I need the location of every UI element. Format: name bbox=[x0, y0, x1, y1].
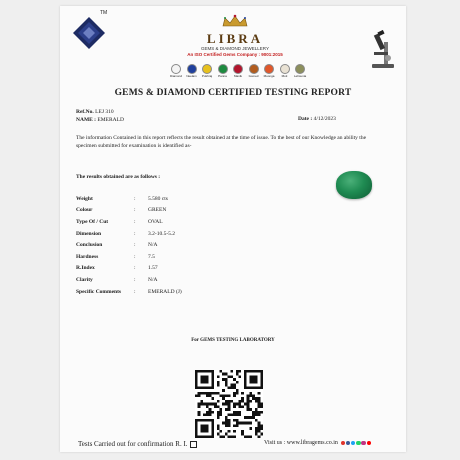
website-text: Visit us : www.libragems.co.in bbox=[264, 440, 338, 446]
result-row bbox=[76, 286, 268, 298]
gemstone-item bbox=[294, 64, 306, 78]
social-media-icon[interactable] bbox=[351, 441, 356, 446]
gemstone-label: Moonga bbox=[263, 74, 275, 78]
date-label: Date : bbox=[298, 116, 313, 122]
date-value: 4/12/2023 bbox=[313, 116, 336, 122]
gemstone-icon bbox=[233, 64, 243, 74]
lab-signature-line: For GEMS TESTING LABORATORY bbox=[191, 338, 275, 343]
result-colon: : bbox=[134, 265, 136, 272]
crown-emblem-icon bbox=[220, 14, 250, 28]
result-label: Dimension bbox=[76, 230, 102, 237]
microscope-icon bbox=[368, 30, 398, 70]
gemstone-label: Gomed bbox=[248, 74, 259, 78]
social-media-icon[interactable] bbox=[356, 441, 361, 446]
result-value: OVAL bbox=[148, 218, 163, 225]
result-value: N/A bbox=[148, 242, 158, 249]
results-fields bbox=[76, 193, 268, 297]
tests-note bbox=[78, 440, 197, 448]
result-value: 5.580 cts bbox=[148, 195, 168, 202]
gemstone-label: Moti bbox=[281, 74, 288, 78]
gemstone-icon bbox=[202, 64, 212, 74]
result-value: GREEN bbox=[148, 207, 167, 214]
result-label: Type Of / Cut bbox=[76, 218, 109, 225]
social-media-icon[interactable] bbox=[341, 441, 346, 446]
gemstone-label: Panna bbox=[218, 74, 227, 78]
gemstone-icon bbox=[280, 64, 290, 74]
ref-label: Ref.No. bbox=[76, 109, 94, 115]
brand-block bbox=[170, 14, 300, 57]
result-row bbox=[76, 251, 268, 263]
result-colon: : bbox=[134, 288, 136, 295]
social-media-icon[interactable] bbox=[346, 441, 351, 446]
gemstone-item bbox=[263, 64, 275, 78]
result-row bbox=[76, 228, 268, 240]
result-row bbox=[76, 216, 268, 228]
gemstone-label: Pukhraj bbox=[201, 74, 213, 78]
result-label: R.Index bbox=[76, 265, 95, 272]
result-colon: : bbox=[134, 230, 136, 237]
social-icons bbox=[340, 441, 371, 446]
result-label: Colour bbox=[76, 207, 93, 214]
gemstone-item bbox=[170, 64, 182, 78]
result-label: Specific Comments bbox=[76, 288, 122, 295]
gemstone-icon bbox=[295, 64, 305, 74]
website-note bbox=[264, 440, 371, 446]
report-title: GEMS & DIAMOND CERTIFIED TESTING REPORT bbox=[114, 88, 352, 98]
checkbox-square-icon bbox=[190, 441, 197, 448]
qr-code-icon bbox=[195, 370, 263, 438]
intro-paragraph: The information Contained in this report reflects the result obtained at the time of issue. To the best of our Knowledge an ability the specimen submitted for examination is identified as- bbox=[76, 135, 367, 149]
result-label: Clarity bbox=[76, 276, 93, 283]
certificate-sheet bbox=[60, 6, 406, 452]
result-row bbox=[76, 263, 268, 275]
gemstone-item bbox=[248, 64, 260, 78]
result-row bbox=[76, 274, 268, 286]
date-block bbox=[298, 116, 336, 122]
gemstone-icon bbox=[249, 64, 259, 74]
gemstone-icon bbox=[218, 64, 228, 74]
gemstone-strip bbox=[170, 64, 306, 78]
result-colon: : bbox=[134, 195, 136, 202]
result-row bbox=[76, 239, 268, 251]
result-label: Weight bbox=[76, 195, 93, 202]
iso-certification: An ISO Certified Gems Company : 9001:2015 bbox=[187, 52, 283, 57]
result-colon: : bbox=[134, 253, 136, 260]
gemstone-item bbox=[217, 64, 229, 78]
reference-block bbox=[76, 108, 124, 124]
result-value: 3.2-10.5-5.2 bbox=[148, 230, 176, 237]
result-colon: : bbox=[134, 207, 136, 214]
tests-note-text: Tests Carried out for confirmation R. I. bbox=[78, 440, 188, 448]
result-value: 7.5 bbox=[148, 253, 155, 260]
brand-name: LIBRA bbox=[206, 31, 264, 46]
result-value: N/A bbox=[148, 276, 158, 283]
result-label: Conclusion bbox=[76, 242, 103, 249]
result-row bbox=[76, 205, 268, 217]
brand-subtitle: GEMS & DIAMOND JEWELLERY bbox=[201, 46, 269, 51]
social-media-icon[interactable] bbox=[367, 441, 372, 446]
result-label: Hardness bbox=[76, 253, 99, 260]
rgl-diamond-logo-icon bbox=[72, 16, 106, 50]
social-media-icon[interactable] bbox=[361, 441, 366, 446]
gemstone-icon bbox=[171, 64, 181, 74]
gemstone-label: Lehsunia bbox=[294, 74, 307, 78]
result-value: EMERALD (J) bbox=[148, 288, 182, 295]
results-heading: The results obtained are as follows : bbox=[76, 174, 161, 180]
gemstone-item bbox=[232, 64, 244, 78]
result-value: 1.57 bbox=[148, 265, 158, 272]
name-label: NAME : bbox=[76, 117, 97, 123]
result-colon: : bbox=[134, 218, 136, 225]
result-colon: : bbox=[134, 242, 136, 249]
gemstone-item bbox=[201, 64, 213, 78]
gemstone-icon bbox=[264, 64, 274, 74]
gemstone-label: Neelam bbox=[186, 74, 197, 78]
name-value: EMERALD bbox=[97, 117, 124, 123]
emerald-stone-photo bbox=[336, 171, 372, 199]
ref-value: LEJ 310 bbox=[95, 109, 114, 115]
gemstone-item bbox=[279, 64, 291, 78]
trademark-mark: TM bbox=[100, 10, 108, 16]
gemstone-label: Manik bbox=[233, 74, 242, 78]
gemstone-icon bbox=[187, 64, 197, 74]
gemstone-label: Diamond bbox=[170, 74, 183, 78]
gemstone-item bbox=[186, 64, 198, 78]
result-row bbox=[76, 193, 268, 205]
result-colon: : bbox=[134, 276, 136, 283]
